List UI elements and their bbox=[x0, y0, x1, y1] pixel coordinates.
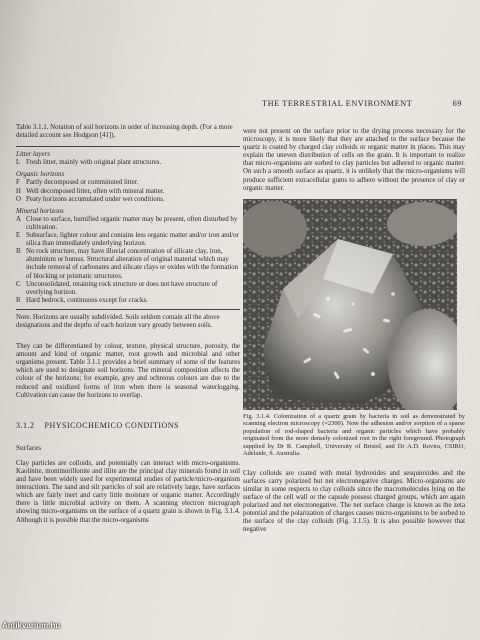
electron-micrograph bbox=[243, 199, 457, 410]
horizon-description: Close to surface, humified organic matter may be present, often disturbed by cultivation. bbox=[26, 215, 238, 231]
section-number: 3.1.2 bbox=[16, 420, 35, 430]
table-top-rule bbox=[16, 146, 240, 147]
horizon-code: H bbox=[16, 187, 21, 195]
horizon-row bbox=[16, 281, 240, 297]
horizon-description: Partly decomposed or comminuted litter. bbox=[26, 179, 139, 187]
body-paragraph: They can be differentiated by colour, texture, physical structure, porosity, the amount and kind of organic matter, root growth and microbial and other organisms present. Table 3.1.1 provides a brief summary of some of the features which are used to designate soil horizons. The mineral composition affects the colour of the horizons; for example, grey and ochreous colours are due to the reduced and oxidized forms of iron when there is seasonal waterlogging. Cultivation can cause the horizons to overlap. bbox=[16, 343, 240, 399]
page-number: 69 bbox=[452, 99, 462, 108]
horizon-description: No rock structure, may have illuvial concentration of silicate clay, iron, aluminium or humus. Structural alteration of original material which may include removal of carbonates and silicate clays or oxides with the formation of blocking or prismatic structures. bbox=[26, 248, 239, 280]
horizon-description: Peaty horizons accumulated under wet conditions. bbox=[26, 195, 165, 203]
watermark-logo: Antikvarium.hu bbox=[2, 621, 61, 630]
horizon-row bbox=[16, 297, 240, 305]
table-group-title: Organic horizons bbox=[16, 171, 65, 179]
running-header-title: THE TERRESTRIAL ENVIRONMENT bbox=[262, 99, 413, 108]
table-bottom-rule bbox=[16, 309, 240, 310]
horizon-code: E bbox=[16, 232, 21, 240]
left-column bbox=[16, 124, 240, 525]
subheading: Surfaces bbox=[16, 442, 42, 452]
figure-caption: Fig. 3.1.4. Colonization of a quartz grain by bacteria in soil as demonstrated by scanning electron microscopy (×2300). Note the adhesion and/or sorption of a sparse population of rod-shaped bacteria and organic particles which have probably originated from the more densely colonized root in the right foreground. Photograph supplied by Dr R. Campbell, University of Bristol, and Dr A.D. Rovira, CSIRO, Adelaide, S. Australia. bbox=[243, 412, 465, 458]
table-note: Note. Horizons are usually subdivided. Soils seldom contain all the above designations and the depths of each horizon vary greatly between soils. bbox=[16, 313, 220, 329]
horizon-row bbox=[16, 196, 240, 204]
micrograph-image bbox=[243, 199, 457, 410]
horizon-code: A bbox=[16, 215, 21, 223]
horizon-row bbox=[16, 216, 240, 232]
horizon-code: B bbox=[16, 248, 21, 256]
body-paragraph: Clay particles are colloids, and potentially can interact with micro-organisms. Kaolinite, montmorillonite and illite are the principal clay minerals found in soil and have been widely used for experimental studies of particle/micro-organism interactions. The sand and silt particles of soil are relatively large, have surfaces which are fairly inert and carry little moisture or organic matter. Accordingly there is little microbial activity on them. A scanning electron micrograph showing micro-organisms on the surface of a quartz grain is shown in Fig. 3.1.4. Although it is possible that the micro-organisms bbox=[16, 459, 240, 524]
table-group-title: Litter layers bbox=[16, 151, 50, 159]
horizon-description: Well decomposed litter, often with mineral matter. bbox=[26, 187, 165, 195]
running-header bbox=[262, 99, 462, 108]
horizon-code: C bbox=[16, 280, 21, 288]
horizon-table bbox=[16, 151, 240, 305]
horizon-code: R bbox=[16, 296, 21, 304]
horizon-code: O bbox=[16, 195, 21, 203]
horizon-row bbox=[16, 159, 240, 167]
horizon-code: L bbox=[16, 159, 21, 167]
horizon-row bbox=[16, 248, 240, 280]
horizon-row bbox=[16, 188, 240, 196]
body-paragraph: were not present on the surface prior to the drying process necessary for the microscopy, it is more likely that they are attached to the surface because the quartz is coated by charged clay colloids or organic matter in places. This may explain the uneven distribution of cells on the grain. It is important to realize that micro-organisms are sorbed to clay particles but adhered to organic matter. On such a smooth surface as quartz, it is unlikely that the micro-organisms will produce sufficient extracellular gums to adhere without the presence of clay or organic matter. bbox=[243, 128, 465, 192]
section-heading bbox=[16, 422, 240, 430]
body-paragraph: Clay colloids are coated with metal hydroxides and sesquioxides and the surfaces carry polarized but net electronegative charges. Micro-organisms are similar in some respects to clay colloids since the macromolecules lying on the surface of the cell wall or the capsule possess charged groups, which are again polarized and net electronegative. The net surface charge is known as the zeta potential and the polarization of charges causes micro-organisms to be sorbed to the surface of the clay colloids (Fig. 3.1.5). It is also possible however that negative bbox=[243, 469, 465, 534]
horizon-row bbox=[16, 232, 240, 248]
right-column bbox=[243, 128, 465, 535]
horizon-description: Subsurface, lighter colour and contains less organic matter and/or iron and/or silica than immediately underlying horizon. bbox=[26, 232, 239, 248]
section-title: PHYSICOCHEMICO CONDITIONS bbox=[44, 420, 180, 430]
horizon-code: F bbox=[16, 179, 20, 187]
horizon-description: Fresh litter, mainly with original plant structures. bbox=[26, 159, 162, 167]
horizon-description: Unconsolidated, retaining rock structure or does not have structure of overlying horizon. bbox=[26, 280, 218, 296]
horizon-description: Hard bedrock, continuous except for cracks. bbox=[26, 296, 148, 304]
horizon-row bbox=[16, 179, 240, 187]
table-group-title: Mineral horizons bbox=[16, 207, 64, 215]
table-caption: Table 3.1.1. Notation of soil horizons in order of increasing depth. (For a more detailed account see Hodgson [41]). bbox=[16, 124, 233, 140]
